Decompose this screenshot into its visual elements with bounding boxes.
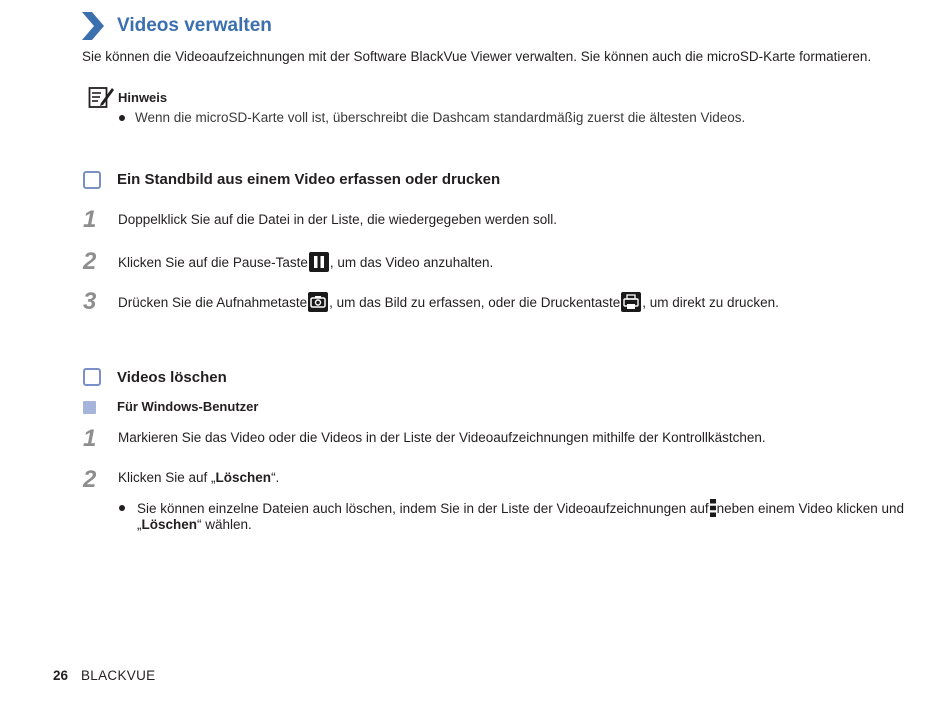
step-text bbox=[118, 430, 766, 445]
chevron-right-icon bbox=[80, 12, 104, 40]
page-title: Videos verwalten bbox=[117, 15, 272, 36]
bullet-text-before: „ bbox=[137, 517, 142, 532]
step-text-main: Doppelklick Sie auf die Datei in der Liste, die wiedergegeben werden soll. bbox=[118, 212, 558, 227]
bullet-text-line2 bbox=[137, 517, 252, 532]
subsection-title: Für Windows-Benutzer bbox=[117, 399, 259, 414]
step-text-after: “. bbox=[271, 470, 280, 485]
step-text bbox=[118, 252, 493, 272]
square-bullet-icon bbox=[83, 401, 96, 414]
step-number: 1 bbox=[83, 206, 97, 233]
bullet-text-after: “ wählen. bbox=[197, 517, 252, 532]
section-title-delete: Videos löschen bbox=[117, 369, 227, 386]
checkbox-icon bbox=[83, 368, 101, 386]
more-options-icon bbox=[710, 499, 716, 517]
footer-brand: BLACKVUE bbox=[81, 668, 156, 683]
step-text-bold: Löschen bbox=[215, 470, 272, 485]
intro-text: Sie können die Videoaufzeichnungen mit der Software BlackVue Viewer verwalten. Sie können auch die microSD-Karte formatieren. bbox=[82, 49, 872, 64]
bullet-text-bold: Löschen bbox=[141, 517, 198, 532]
step-text bbox=[118, 292, 779, 312]
camera-icon bbox=[308, 292, 328, 312]
page-number: 26 bbox=[53, 668, 69, 683]
bullet bbox=[119, 115, 125, 121]
note-icon bbox=[88, 85, 114, 109]
bullet-text-after: neben einem Video klicken und bbox=[716, 500, 905, 516]
step-text-after: , um das Video anzuhalten. bbox=[329, 254, 494, 270]
step-text-before: Klicken Sie auf „ bbox=[118, 470, 216, 485]
step-number: 1 bbox=[83, 425, 97, 452]
checkbox-icon bbox=[83, 171, 101, 189]
step-text-middle: , um das Bild zu erfassen, oder die Druckentaste bbox=[329, 294, 621, 310]
pause-icon bbox=[309, 252, 329, 272]
printer-icon bbox=[621, 292, 641, 312]
bullet-text-before: Sie können einzelne Dateien auch löschen, indem Sie in der Liste der Videoaufzeichnungen auf bbox=[137, 500, 709, 516]
bullet bbox=[119, 505, 125, 511]
step-number: 2 bbox=[83, 466, 97, 493]
step-text-before: Drücken Sie die Aufnahmetaste bbox=[118, 294, 308, 310]
step-number: 2 bbox=[83, 248, 97, 275]
section-title-snapshot: Ein Standbild aus einem Video erfassen oder drucken bbox=[117, 171, 501, 188]
step-text bbox=[118, 212, 557, 227]
step-number: 3 bbox=[83, 288, 97, 315]
step-text bbox=[118, 470, 279, 485]
step-text-after: , um direkt zu drucken. bbox=[642, 294, 779, 310]
step-text-before: Klicken Sie auf die Pause-Taste bbox=[118, 254, 308, 270]
note-text: Wenn die microSD-Karte voll ist, überschreibt die Dashcam standardmäßig zuerst die ältesten Videos. bbox=[135, 110, 746, 125]
bullet-text-line1 bbox=[137, 499, 904, 517]
step-text-main: Markieren Sie das Video oder die Videos in der Liste der Videoaufzeichnungen mithilfe der Kontrollkästchen. bbox=[118, 430, 766, 445]
note-title: Hinweis bbox=[118, 90, 168, 105]
